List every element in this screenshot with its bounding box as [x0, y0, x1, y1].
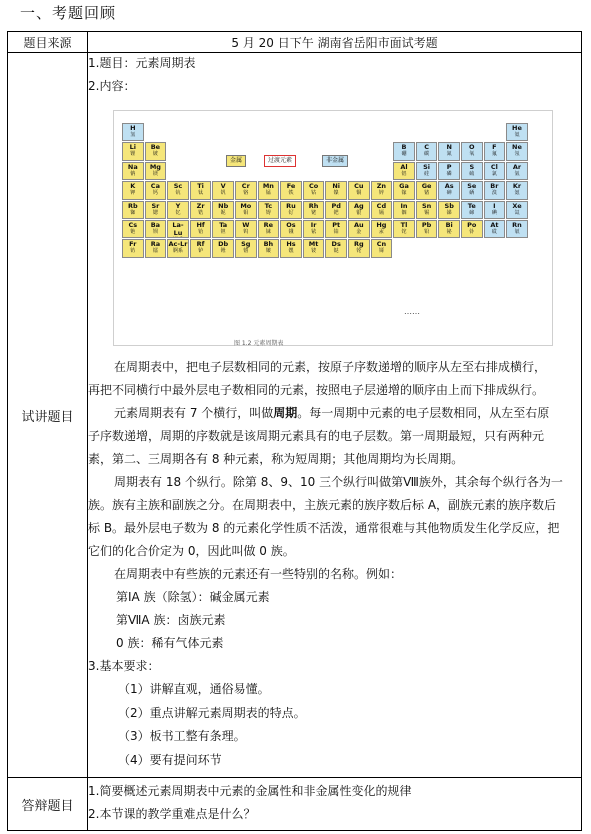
element-cell-rg: Rg 𬬭 — [348, 239, 370, 257]
element-cell-in: In 铟 — [393, 201, 415, 219]
element-cell-w: W 钨 — [235, 220, 257, 238]
element-cell-mo: Mo 钼 — [235, 201, 257, 219]
para2-text: 。每一周期中元素的电子层数相同，从左至右原 — [297, 406, 550, 420]
element-cell-s: S 硫 — [461, 162, 483, 180]
element-cell-xe: Xe 氙 — [506, 201, 528, 219]
element-cell-po: Po 钋 — [461, 220, 483, 238]
element-cell-ta: Ta 钽 — [212, 220, 234, 238]
element-cell-kr: Kr 氪 — [506, 181, 528, 199]
element-cell-nb: Nb 铌 — [212, 201, 234, 219]
defense-question: 1.简要概述元素周期表中元素的金属性和非金属性变化的规律 — [88, 784, 412, 798]
para4-line: 在周期表中有些族的元素还有一些特别的名称。例如： — [114, 567, 403, 581]
element-cell-te: Te 碲 — [461, 201, 483, 219]
legend-metal: 金属 — [226, 155, 246, 167]
element-cell-o: O 氧 — [461, 142, 483, 160]
element-cell-la-lu: La-Lu — [167, 220, 189, 238]
element-cell-mn: Mn 锰 — [258, 181, 280, 199]
element-cell-co: Co 钴 — [303, 181, 325, 199]
element-cell-rn: Rn 氡 — [506, 220, 528, 238]
element-cell-he: He 氦 — [506, 123, 528, 141]
element-cell-i: I 碘 — [484, 201, 506, 219]
element-cell-li: Li 锂 — [122, 142, 144, 160]
element-cell-sg: Sg 𬭳 — [235, 239, 257, 257]
lecture-row-label: 试讲题目 — [21, 409, 74, 425]
element-cell-k: K 钾 — [122, 181, 144, 199]
element-cell-fr: Fr 钫 — [122, 239, 144, 257]
element-cell-cu: Cu 铜 — [348, 181, 370, 199]
element-cell-ds: Ds 𫟼 — [325, 239, 347, 257]
header-source-value: 5 月 20 日下午 湖南省岳阳市面试考题 — [231, 35, 438, 50]
element-cell-rf: Rf 𬬻 — [190, 239, 212, 257]
element-cell-ac-lr: Ac-Lr 锕系 — [167, 239, 189, 257]
element-cell-hg: Hg 汞 — [371, 220, 393, 238]
element-cell-bi: Bi 铋 — [438, 220, 460, 238]
element-cell-tc: Tc 锝 — [258, 201, 280, 219]
element-cell-ra: Ra 镭 — [145, 239, 167, 257]
element-cell-pd: Pd 钯 — [325, 201, 347, 219]
para2-text: 元素周期表有 7 个横行，叫做 — [114, 406, 274, 420]
element-cell-sr: Sr 锶 — [145, 201, 167, 219]
element-cell-sb: Sb 锑 — [438, 201, 460, 219]
topic-line: 1.题目：元素周期表 — [88, 56, 196, 70]
element-cell-sn: Sn 锡 — [416, 201, 438, 219]
lecture-content — [88, 52, 568, 98]
element-cell-mt: Mt 鿏 — [303, 239, 325, 257]
element-cell-zn: Zn 锌 — [371, 181, 393, 199]
element-cell-rb: Rb 铷 — [122, 201, 144, 219]
header-source-label: 题目来源 — [23, 35, 72, 50]
element-cell-si: Si 硅 — [416, 162, 438, 180]
element-cell-cn: Cn 鿔 — [371, 239, 393, 257]
element-cell-ne: Ne 氖 — [506, 142, 528, 160]
element-cell-mg: Mg 镁 — [145, 162, 167, 180]
element-cell-c: C 碳 — [416, 142, 438, 160]
element-cell-au: Au 金 — [348, 220, 370, 238]
element-cell-bh: Bh 𬭛 — [258, 239, 280, 257]
element-cell-se: Se 硒 — [461, 181, 483, 199]
element-cell-cl: Cl 氯 — [484, 162, 506, 180]
defense-question: 2.本节课的教学重难点是什么？ — [88, 807, 256, 821]
para2-bold-term: 周期 — [273, 406, 298, 420]
element-cell-ar: Ar 氩 — [506, 162, 528, 180]
para2-line — [88, 402, 568, 425]
special-name-line: 第ⅦA 族：卤族元素 — [116, 613, 226, 627]
element-cell-tl: Tl 铊 — [393, 220, 415, 238]
figure-caption: 图 1.2 元素周期表 — [234, 340, 284, 347]
requirements-label: 3.基本要求： — [88, 659, 160, 673]
element-cell-h: H 氢 — [122, 123, 144, 141]
requirement-item: （3）板书工整有条理。 — [118, 729, 246, 744]
element-cell-hs: Hs 𬭶 — [280, 239, 302, 257]
defense-row-label: 答辩题目 — [21, 798, 74, 814]
legend-nonmetal: 非金属 — [322, 155, 348, 167]
element-cell-re: Re 铼 — [258, 220, 280, 238]
content-label: 2.内容： — [88, 79, 136, 93]
element-cell-y: Y 钇 — [167, 201, 189, 219]
element-cell-cd: Cd 镉 — [371, 201, 393, 219]
special-name-line: 0 族：稀有气体元素 — [116, 636, 224, 650]
element-cell-ag: Ag 银 — [348, 201, 370, 219]
element-cell-rh: Rh 铑 — [303, 201, 325, 219]
periodic-table-figure — [113, 110, 553, 346]
para3-line: 它们的化合价定为 0，因此叫做 0 族。 — [88, 544, 295, 558]
element-cell-db: Db 𬭊 — [212, 239, 234, 257]
row-divider — [8, 777, 581, 778]
element-cell-ga: Ga 镓 — [393, 181, 415, 199]
element-cell-b: B 硼 — [393, 142, 415, 160]
element-cell-ge: Ge 锗 — [416, 181, 438, 199]
element-cell-at: At 砹 — [484, 220, 506, 238]
element-cell-ni: Ni 镍 — [325, 181, 347, 199]
para3-line: 族。族有主族和副族之分。在周期表中，主族元素的族序数后标 A，副族元素的族序数后 — [88, 498, 557, 512]
element-cell-ca: Ca 钙 — [145, 181, 167, 199]
para1-line: 在周期表中，把电子层数相同的元素，按原子序数递增的顺序从左至右排成横行， — [114, 360, 547, 374]
para2-line: 子序数递增，周期的序数就是该周期元素具有的电子层数。第一周期最短，只有两种元 — [88, 429, 545, 443]
legend-transition: 过渡元素 — [264, 155, 296, 167]
element-cell-ba: Ba 钡 — [145, 220, 167, 238]
element-cell-be: Be 铍 — [145, 142, 167, 160]
para2-line: 素，第二、三周期各有 8 种元素，称为短周期；其他周期均为长周期。 — [88, 452, 464, 466]
element-cell-al: Al 铝 — [393, 162, 415, 180]
element-cell-v: V 钒 — [212, 181, 234, 199]
element-cell-ir: Ir 铱 — [303, 220, 325, 238]
element-cell-n: N 氮 — [438, 142, 460, 160]
ellipsis-dots: …… — [404, 307, 420, 316]
element-cell-zr: Zr 锆 — [190, 201, 212, 219]
element-cell-f: F 氟 — [484, 142, 506, 160]
element-cell-p: P 磷 — [438, 162, 460, 180]
element-cell-ru: Ru 钌 — [280, 201, 302, 219]
element-cell-pt: Pt 铂 — [325, 220, 347, 238]
special-name-line: 第ⅠA 族（除氢）：碱金属元素 — [116, 590, 270, 604]
para1-line: 再把不同横行中最外层电子数相同的元素，按照电子层递增的顺序由上而下排成纵行。 — [88, 383, 545, 397]
element-cell-na: Na 钠 — [122, 162, 144, 180]
element-cell-br: Br 溴 — [484, 181, 506, 199]
section-title: 一、考题回顾 — [20, 4, 117, 22]
requirement-item: （4）要有提问环节 — [118, 753, 222, 768]
requirement-item: （2）重点讲解元素周期表的特点。 — [118, 705, 306, 720]
element-cell-as: As 砷 — [438, 181, 460, 199]
element-cell-cr: Cr 铬 — [235, 181, 257, 199]
element-cell-hf: Hf 铪 — [190, 220, 212, 238]
element-cell-sc: Sc 钪 — [167, 181, 189, 199]
requirement-item: （1）讲解直观，通俗易懂。 — [118, 682, 270, 696]
lecture-body — [88, 356, 568, 773]
element-cell-ti: Ti 钛 — [190, 181, 212, 199]
para3-line: 周期表有 18 个纵行。除第 8、9、10 三个纵行叫做第Ⅷ族外，其余每个纵行各为一 — [114, 475, 563, 489]
element-cell-os: Os 锇 — [280, 220, 302, 238]
element-cell-pb: Pb 铅 — [416, 220, 438, 238]
element-cell-cs: Cs 铯 — [122, 220, 144, 238]
para3-line: 标 B。最外层电子数为 8 的元素化学性质不活泼，通常很难与其他物质发生化学反应，把 — [88, 521, 560, 535]
defense-content — [88, 780, 568, 826]
element-cell-fe: Fe 铁 — [280, 181, 302, 199]
